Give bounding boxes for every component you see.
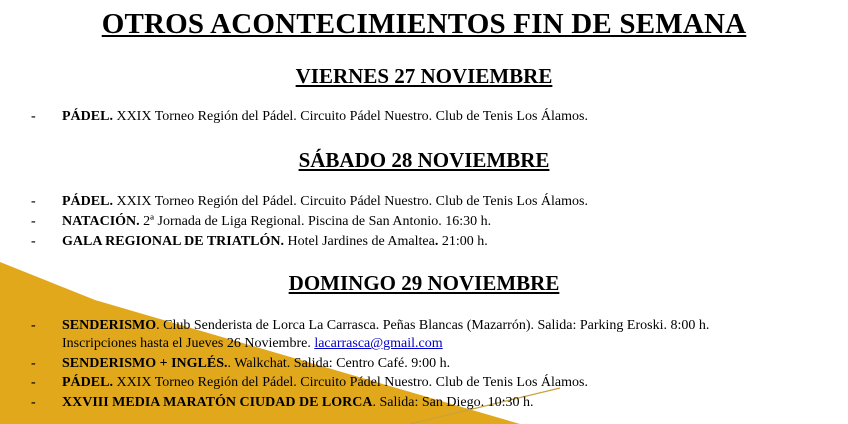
event-category: PÁDEL. xyxy=(62,194,113,209)
list-bullet: - xyxy=(31,356,36,371)
list-bullet: - xyxy=(31,214,36,229)
event-details: Hotel Jardines de Amaltea xyxy=(283,234,435,249)
event-details-dot: . xyxy=(434,234,439,249)
list-bullet: - xyxy=(31,194,36,209)
event-details: . Club Senderista de Lorca La Carrasca. Peñas Blancas (Mazarrón). Salida: Parking Eroski. 8:00 h. xyxy=(156,318,710,333)
event-details: XXIX Torneo Región del Pádel. Circuito Pádel Nuestro. Club de Tenis Los Álamos. xyxy=(112,109,588,124)
day-heading-sunday: DOMINGO 29 NOVIEMBRE xyxy=(288,271,560,295)
event-category: GALA REGIONAL DE TRIATLÓN. xyxy=(62,234,284,249)
event-details: XXIX Torneo Región del Pádel. Circuito Pádel Nuestro. Club de Tenis Los Álamos. xyxy=(112,194,588,209)
event-category: PÁDEL. xyxy=(62,375,113,390)
page-title: OTROS ACONTECIMIENTOS FIN DE SEMANA xyxy=(101,8,747,40)
event-details: 2ª Jornada de Liga Regional. Piscina de San Antonio. 16:30 h. xyxy=(139,214,492,229)
list-bullet: - xyxy=(31,395,36,410)
event-time: 21:00 h. xyxy=(438,234,488,249)
event-category: PÁDEL. xyxy=(62,109,113,124)
event-category: SENDERISMO xyxy=(62,318,157,333)
event-category: NATACIÓN. xyxy=(62,214,140,229)
list-bullet: - xyxy=(31,109,36,124)
event-details: . Salida: San Diego. 10:30 h. xyxy=(372,395,534,410)
list-bullet: - xyxy=(31,375,36,390)
day-heading-saturday: SÁBADO 28 NOVIEMBRE xyxy=(298,148,550,172)
event-details: XXIX Torneo Región del Pádel. Circuito Pádel Nuestro. Club de Tenis Los Álamos. xyxy=(112,375,588,390)
list-bullet: - xyxy=(31,234,36,249)
registration-note: Inscripciones hasta el Jueves 26 Noviembre. xyxy=(62,336,315,351)
day-heading-friday: VIERNES 27 NOVIEMBRE xyxy=(295,64,553,88)
event-category: XXVIII MEDIA MARATÓN CIUDAD DE LORCA xyxy=(62,395,373,410)
list-bullet: - xyxy=(31,318,36,333)
event-details: . Walkchat. Salida: Centro Café. 9:00 h. xyxy=(227,356,451,371)
event-category: SENDERISMO + INGLÉS. xyxy=(62,356,228,371)
email-link[interactable]: lacarrasca@gmail.com xyxy=(314,336,443,351)
